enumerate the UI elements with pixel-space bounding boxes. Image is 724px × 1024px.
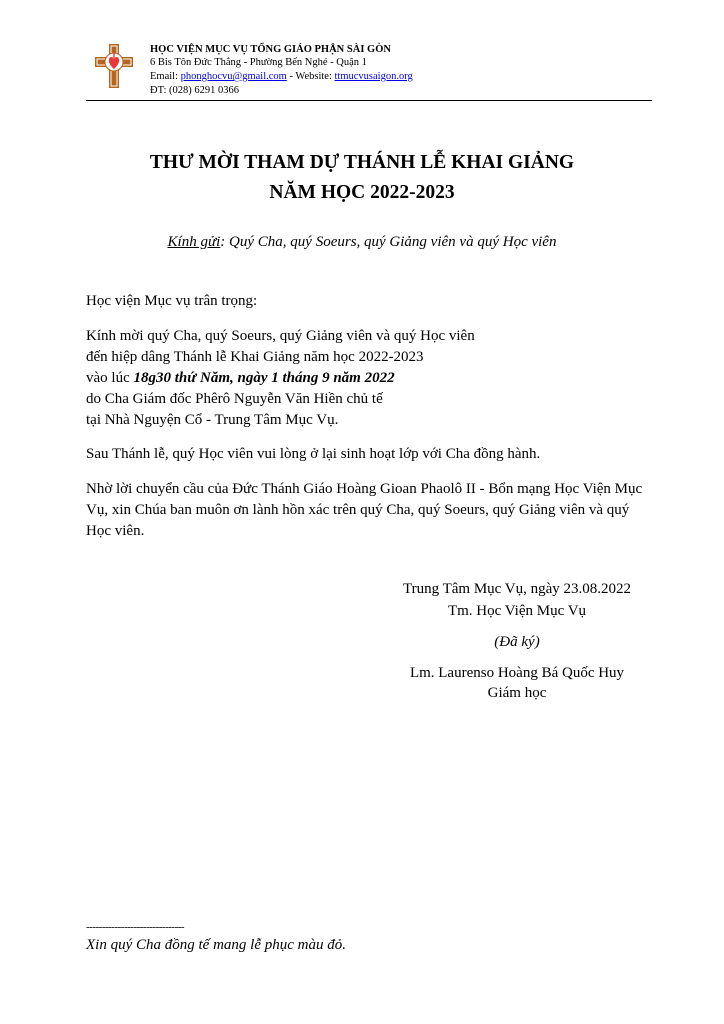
recipient-line	[0, 232, 724, 252]
email-link[interactable]: phonghocvu@gmail.com	[180, 71, 287, 82]
organization-contact	[150, 70, 413, 83]
cross-heart-logo-icon	[95, 44, 133, 88]
recipient-label: Kính gửi	[167, 234, 221, 250]
signatory-name: Lm. Laurenso Hoàng Bá Quốc Huy	[409, 665, 625, 681]
website-label: - Website:	[286, 71, 335, 82]
website-link[interactable]: ttmucvusaigon.org	[334, 71, 413, 82]
invitation-line: do Cha Giám đốc Phêrô Nguyễn Văn Hiền chủ tế	[86, 391, 383, 407]
recipient-text: : Quý Cha, quý Soeurs, quý Giảng viên và quý Học viên	[220, 234, 557, 250]
signature-place-date: Trung Tâm Mục Vụ, ngày 23.08.2022	[402, 581, 632, 597]
footnote-text: Xin quý Cha đồng tế mang lễ phục màu đỏ.	[86, 937, 346, 953]
invitation-line: tại Nhà Nguyện Cổ - Trung Tâm Mục Vụ.	[86, 412, 339, 428]
invitation-time-prefix: vào lúc	[86, 370, 134, 386]
email-label: Email:	[150, 71, 181, 82]
signature-signed: (Đã ký)	[494, 634, 540, 650]
header-divider	[86, 100, 652, 101]
signature-on-behalf: Tm. Học Viện Mục Vụ	[447, 603, 587, 619]
organization-phone: ĐT: (028) 6291 0366	[150, 85, 240, 96]
invitation-line: đến hiệp dâng Thánh lễ Khai Giảng năm học 2022-2023	[86, 349, 424, 365]
letter-subtitle: NĂM HỌC 2022-2023	[269, 182, 455, 203]
invitation-time: 18g30 thứ Năm, ngày 1 tháng 9 năm 2022	[133, 370, 395, 386]
invitation-line: Kính mời quý Cha, quý Soeurs, quý Giảng viên và quý Học viên	[86, 328, 475, 344]
invitation-time-line	[86, 368, 646, 389]
prayer-paragraph: Nhờ lời chuyển cầu của Đức Thánh Giáo Hoàng Gioan Phaolô II - Bổn mạng Học Viện Mục Vụ, xin Chúa ban muôn ơn lành hồn xác trên quý Cha, quý Soeurs, quý Giảng viên và quý Học viên.	[86, 481, 643, 539]
letter-title: THƯ MỜI THAM DỰ THÁNH LỄ KHAI GIẢNG	[149, 152, 575, 173]
after-mass-note: Sau Thánh lễ, quý Học viên vui lòng ở lại sinh hoạt lớp với Cha đồng hành.	[86, 446, 541, 462]
greeting: Học viện Mục vụ trân trọng:	[86, 293, 258, 309]
footnote-divider: -------------------------------	[86, 921, 185, 933]
invitation-block	[86, 326, 646, 431]
organization-address: 6 Bis Tôn Đức Thắng - Phường Bến Nghé - Quận 1	[150, 57, 367, 68]
organization-name: HỌC VIỆN MỤC VỤ TỔNG GIÁO PHẬN SÀI GÒN	[150, 44, 391, 55]
signatory-role: Giám học	[487, 685, 547, 701]
